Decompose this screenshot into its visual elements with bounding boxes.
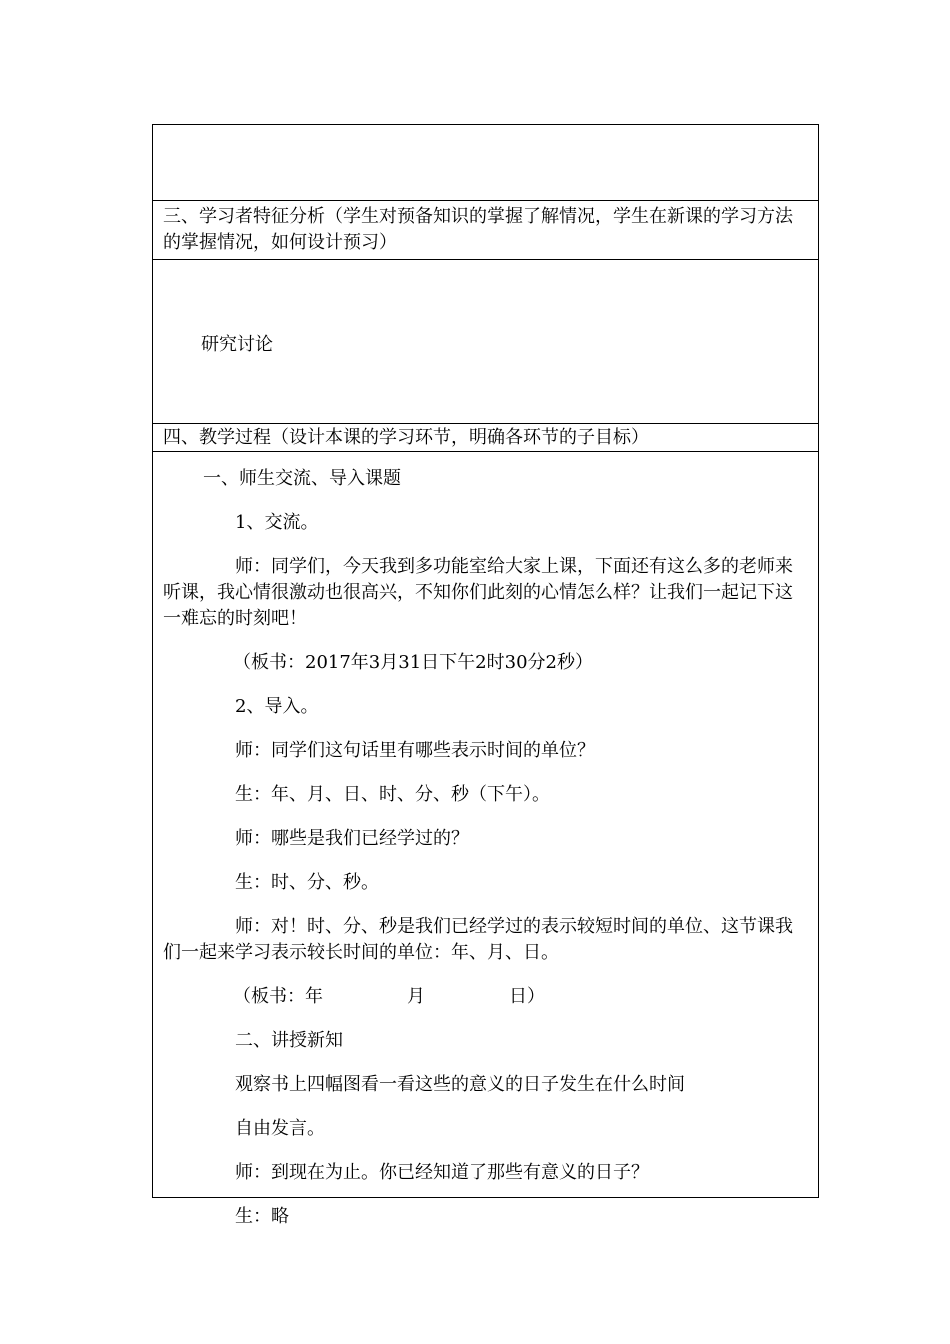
paragraph: 2、导入。 (235, 696, 319, 717)
paragraph: 生：年、月、日、时、分、秒（下午）。 (235, 784, 550, 805)
paragraph: 1、交流。 (235, 512, 319, 533)
board-note-month: 月 (407, 986, 425, 1007)
paragraph: 师：到现在为止。你已经知道了那些有意义的日子？ (235, 1162, 649, 1183)
paragraph: 生：时、分、秒。 (235, 872, 379, 893)
board-note (163, 984, 808, 1010)
board-note-year: （板书：年 (233, 986, 323, 1007)
paragraph: 师：同学们，今天我到多功能室给大家上课，下面还有这么多的老师来听课，我心情很激动也很高兴，不知你们此刻的心情怎么样？让我们一起记下这一难忘的时刻吧！ (163, 556, 793, 629)
board-note-day: 日） (509, 986, 545, 1007)
paragraph: 自由发言。 (235, 1118, 325, 1139)
paragraph: 观察书上四幅图看一看这些的意义的日子发生在什么时间 (235, 1074, 685, 1095)
lesson-plan-table (152, 124, 819, 1227)
paragraph: 师：同学们这句话里有哪些表示时间的单位？ (235, 740, 595, 761)
paragraph: 师：哪些是我们已经学过的？ (235, 828, 469, 849)
teaching-process-cell (153, 452, 818, 1227)
paragraph: （板书：2017年3月31日下午2时30分2秒） (233, 652, 593, 673)
section3-heading: 三、学习者特征分析（学生对预备知识的掌握了解情况，学生在新课的学习方法的掌握情况，如何设计预习） (153, 201, 818, 260)
section3-content-cell (153, 260, 818, 424)
section4-heading: 四、教学过程（设计本课的学习环节，明确各环节的子目标） (153, 424, 818, 452)
paragraph: 生：略 (235, 1206, 289, 1227)
paragraph: 师：对！时、分、秒是我们已经学过的表示较短时间的单位、这节课我们一起来学习表示较长时间的单位：年、月、日。 (163, 916, 793, 963)
paragraph: 一、师生交流、导入课题 (203, 468, 401, 489)
section3-content: 研究讨论 (201, 334, 273, 355)
empty-top-cell (153, 125, 818, 201)
paragraph: 二、讲授新知 (235, 1030, 343, 1051)
